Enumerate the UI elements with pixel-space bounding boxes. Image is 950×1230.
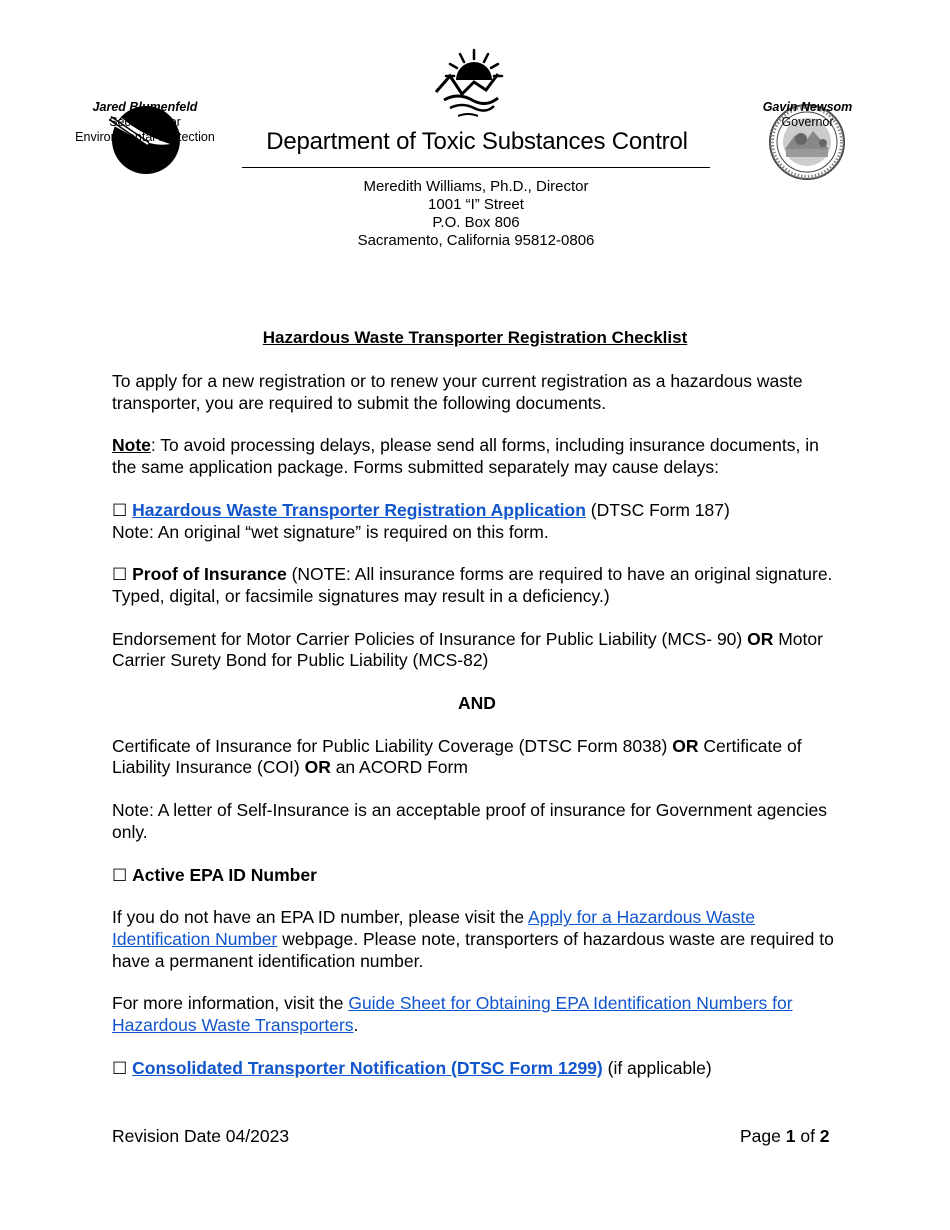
checkbox-icon[interactable]: ☐	[112, 500, 128, 520]
checkbox-icon[interactable]: ☐	[112, 865, 128, 885]
governor-title: Governor	[781, 115, 834, 129]
and-label: AND	[458, 693, 496, 714]
or-label: OR	[747, 628, 774, 649]
proof-of-insurance-label: Proof of Insurance	[132, 564, 287, 585]
intro-paragraph: To apply for a new registration or to renew your current registration as a hazardous waste transporter, you are required to submit the following documents.	[112, 371, 803, 413]
secretary-name: Jared Blumenfeld	[92, 100, 198, 114]
endorsement-paragraph	[112, 629, 842, 672]
department-address	[330, 178, 622, 250]
checklist-body	[112, 371, 842, 1100]
dtsc-sun-mountain-logo-icon	[428, 46, 506, 124]
checklist-item-consolidated-notification	[112, 1058, 842, 1080]
checklist-item-registration-application	[112, 500, 842, 543]
checklist-item-epa-id	[112, 865, 842, 887]
of-word: of	[795, 1126, 820, 1146]
certificate-text-2: Certificate of Liability Insurance (COI)	[112, 735, 802, 778]
checkbox-icon[interactable]: ☐	[112, 1058, 128, 1078]
epa-id-label: Active EPA ID Number	[132, 864, 317, 885]
po-box-line: P.O. Box 806	[432, 214, 520, 231]
endorsement-text-1: Endorsement for Motor Carrier Policies of Insurance for Public Liability (MCS- 90)	[112, 628, 748, 649]
more-info-post: .	[353, 1015, 359, 1036]
certificate-text-3: an ACORD Form	[330, 757, 468, 778]
endorsement-text-2: Motor Carrier Surety Bond for Public Liability (MCS-82)	[112, 628, 823, 671]
wet-signature-note: Note: An original “wet signature” is required on this form.	[112, 521, 549, 542]
registration-application-link[interactable]: Hazardous Waste Transporter Registration Application	[132, 499, 586, 520]
epa-id-paragraph	[112, 907, 842, 972]
note-text: : To avoid processing delays, please send all forms, including insurance documents, in the same application package. Forms submitted separately may cause delays:	[112, 435, 819, 478]
page-total: 2	[819, 1126, 830, 1146]
epa-text-post: webpage. Please note, transporters of hazardous waste are required to have a permanent identification number.	[112, 928, 834, 971]
revision-date: Revision Date 04/2023	[112, 1126, 290, 1146]
consolidated-notification-link[interactable]: Consolidated Transporter Notification (DTSC Form 1299)	[132, 1057, 603, 1078]
director-line: Meredith Williams, Ph.D., Director	[363, 178, 589, 195]
document-title: Hazardous Waste Transporter Registration Checklist	[262, 328, 688, 347]
epa-text-pre: If you do not have an EPA ID number, please visit the	[112, 907, 529, 928]
note-paragraph	[112, 435, 842, 478]
governor-block	[745, 100, 870, 130]
city-line: Sacramento, California 95812-0806	[357, 232, 595, 249]
page-word: Page	[740, 1126, 786, 1146]
certificate-text-1: Certificate of Insurance for Public Liability Coverage (DTSC Form 8038)	[112, 735, 673, 756]
street-line: 1001 “I” Street	[428, 196, 524, 213]
checklist-item-proof-of-insurance	[112, 564, 842, 607]
note-label: Note	[112, 435, 151, 456]
header-divider	[242, 167, 710, 168]
page-number	[740, 1126, 830, 1147]
or-label: OR	[672, 735, 699, 756]
proof-of-insurance-text: (NOTE: All insurance forms are required to have an original signature. Typed, digital, or facsimile signatures may result in a deficiency.)	[112, 564, 833, 606]
certificate-paragraph	[112, 736, 842, 779]
governor-name: Gavin Newsom	[762, 100, 853, 114]
or-label: OR	[304, 757, 331, 778]
checkbox-icon[interactable]: ☐	[112, 565, 128, 585]
if-applicable-text: (if applicable)	[602, 1057, 712, 1078]
self-insurance-note: Note: A letter of Self-Insurance is an acceptable proof of insurance for Government agencies only.	[112, 800, 827, 842]
apply-epa-id-link[interactable]: Apply for a Hazardous Waste Identification Number	[112, 907, 755, 949]
page-current: 1	[785, 1126, 796, 1146]
department-name: Department of Toxic Substances Control	[266, 128, 688, 155]
secretary-block	[60, 100, 230, 145]
secretary-title-line2: Environmental Protection	[75, 130, 215, 144]
secretary-title-line1: Secretary for	[109, 115, 181, 129]
more-info-paragraph	[112, 993, 842, 1036]
more-info-pre: For more information, visit the	[112, 993, 349, 1014]
guide-sheet-link[interactable]: Guide Sheet for Obtaining EPA Identification Numbers for Hazardous Waste Transporters	[112, 993, 793, 1036]
registration-form-number: (DTSC Form 187)	[585, 499, 730, 520]
